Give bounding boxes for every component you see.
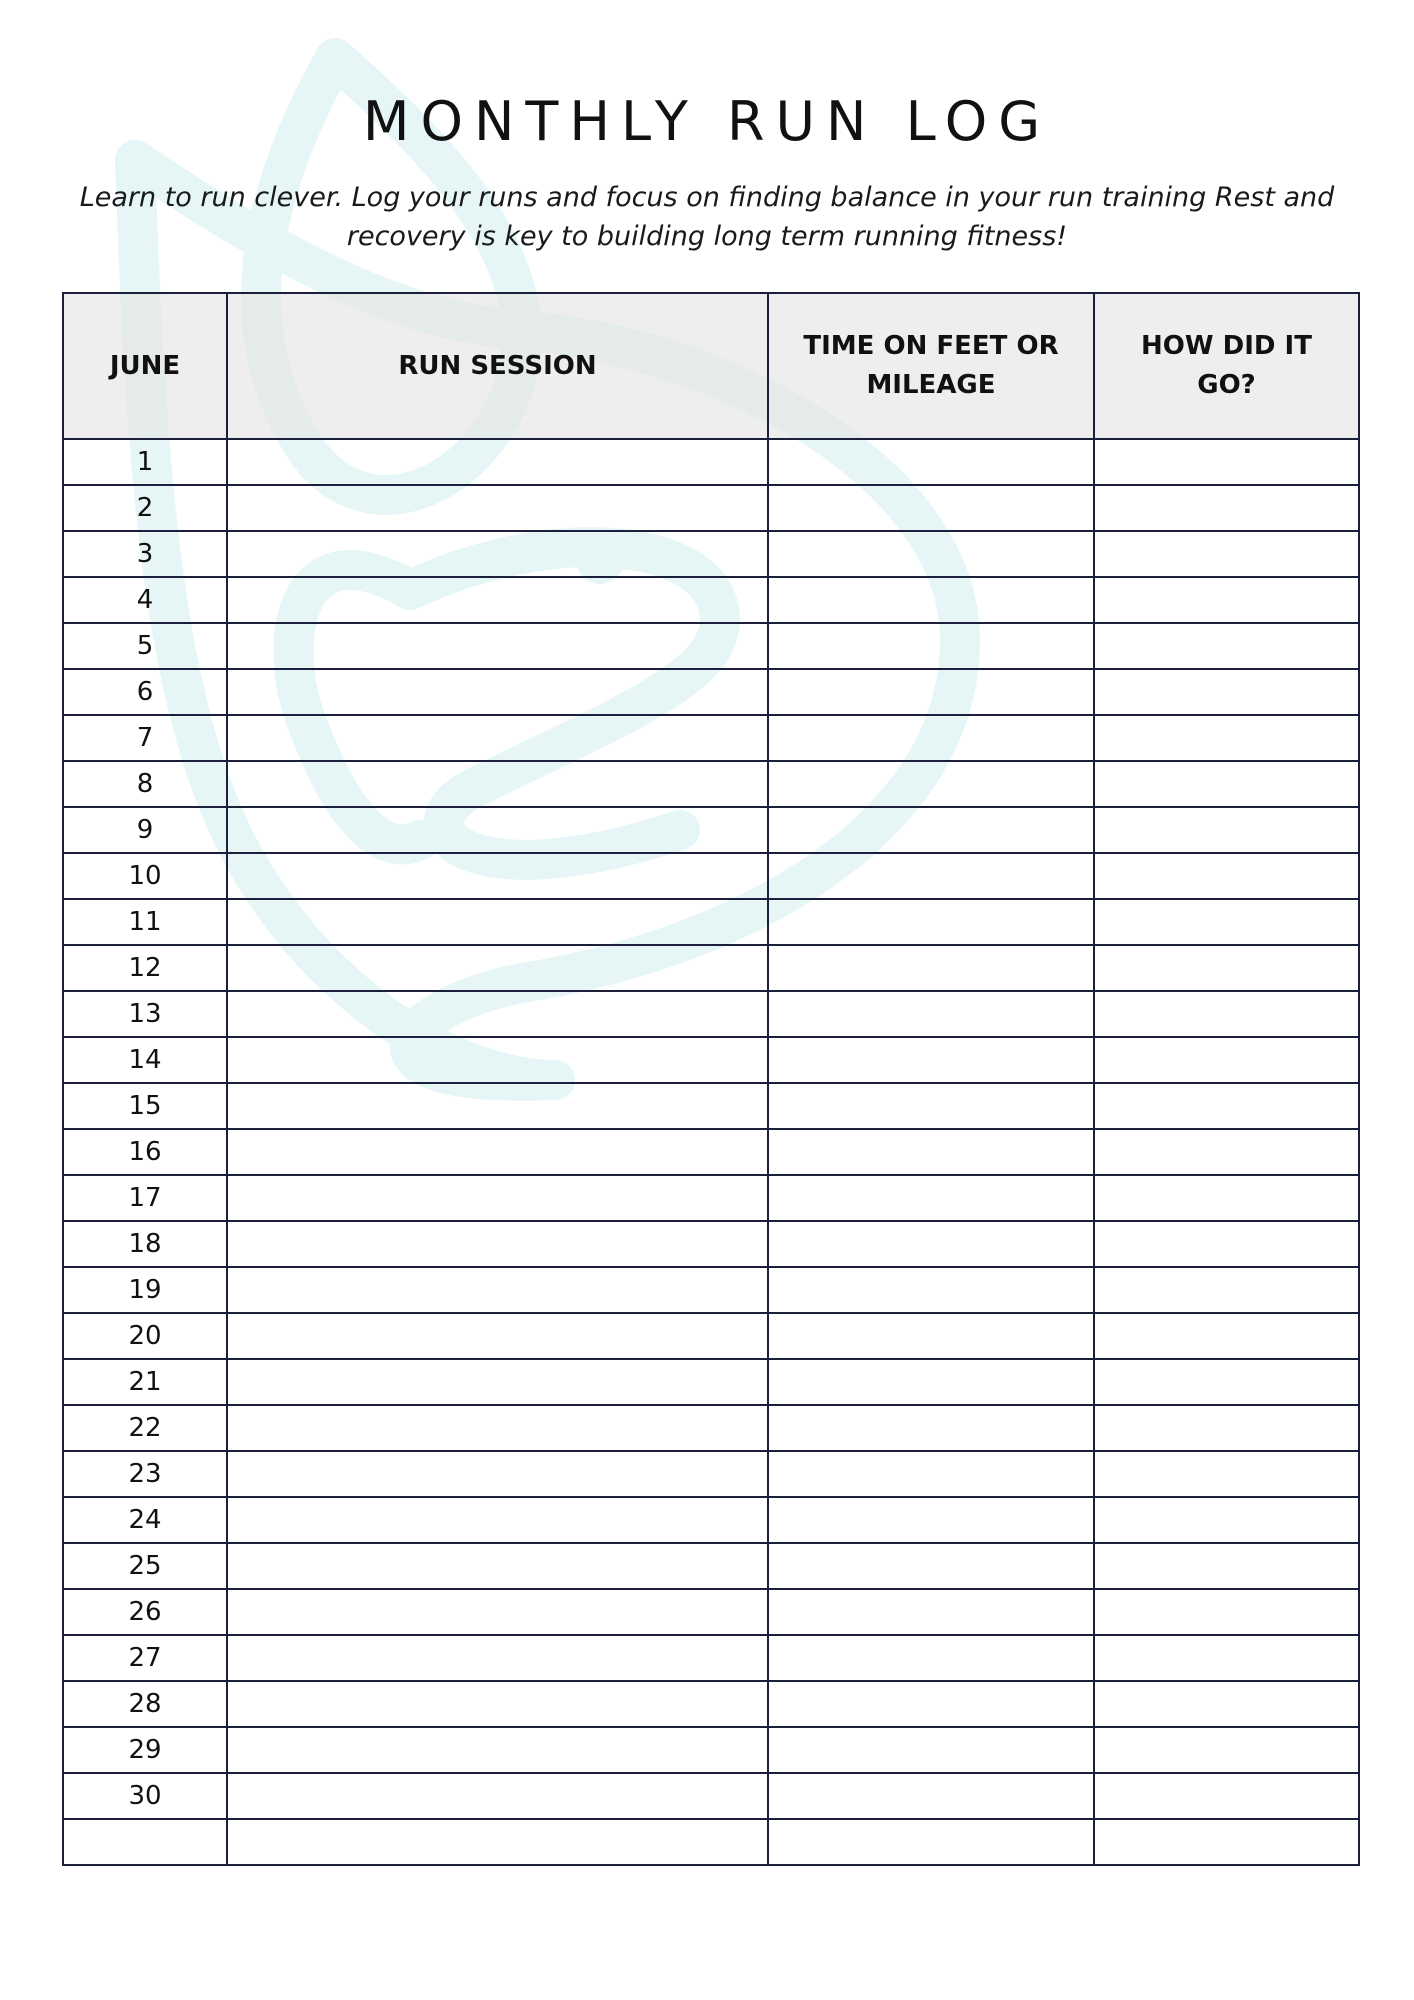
day-cell: 1 xyxy=(63,439,227,485)
day-cell xyxy=(63,1819,227,1865)
time-mileage-cell[interactable] xyxy=(768,1313,1094,1359)
day-cell: 13 xyxy=(63,991,227,1037)
table-header-row xyxy=(63,293,1359,439)
how-did-it-go-cell[interactable] xyxy=(1094,623,1359,669)
time-mileage-cell[interactable] xyxy=(768,1589,1094,1635)
time-mileage-cell[interactable] xyxy=(768,1681,1094,1727)
day-cell: 2 xyxy=(63,485,227,531)
table-row xyxy=(63,853,1359,899)
how-did-it-go-cell[interactable] xyxy=(1094,669,1359,715)
run-session-cell[interactable] xyxy=(227,945,768,991)
table-row xyxy=(63,1221,1359,1267)
how-did-it-go-cell[interactable] xyxy=(1094,1635,1359,1681)
time-mileage-cell[interactable] xyxy=(768,1175,1094,1221)
run-session-cell[interactable] xyxy=(227,1405,768,1451)
time-mileage-cell[interactable] xyxy=(768,945,1094,991)
run-session-cell[interactable] xyxy=(227,1681,768,1727)
table-row xyxy=(63,1359,1359,1405)
run-log-table xyxy=(62,292,1360,1866)
run-session-cell[interactable] xyxy=(227,1819,768,1865)
table-row xyxy=(63,1819,1359,1865)
run-session-cell[interactable] xyxy=(227,439,768,485)
how-did-it-go-cell[interactable] xyxy=(1094,807,1359,853)
table-row xyxy=(63,761,1359,807)
time-mileage-cell[interactable] xyxy=(768,531,1094,577)
run-session-cell[interactable] xyxy=(227,1129,768,1175)
run-session-cell[interactable] xyxy=(227,531,768,577)
day-cell: 30 xyxy=(63,1773,227,1819)
time-mileage-cell[interactable] xyxy=(768,807,1094,853)
page-title: MONTHLY RUN LOG xyxy=(362,90,1052,153)
time-mileage-cell[interactable] xyxy=(768,1819,1094,1865)
day-cell: 8 xyxy=(63,761,227,807)
table-row xyxy=(63,1129,1359,1175)
table-row xyxy=(63,1037,1359,1083)
table-row xyxy=(63,1451,1359,1497)
run-session-cell[interactable] xyxy=(227,853,768,899)
table-row xyxy=(63,1589,1359,1635)
how-did-it-go-cell[interactable] xyxy=(1094,1083,1359,1129)
table-row xyxy=(63,1681,1359,1727)
run-session-cell[interactable] xyxy=(227,1635,768,1681)
table-row xyxy=(63,531,1359,577)
how-did-it-go-cell[interactable] xyxy=(1094,1727,1359,1773)
day-cell: 22 xyxy=(63,1405,227,1451)
table-row xyxy=(63,485,1359,531)
time-mileage-cell[interactable] xyxy=(768,761,1094,807)
table-row xyxy=(63,899,1359,945)
how-did-it-go-cell[interactable] xyxy=(1094,899,1359,945)
run-session-cell[interactable] xyxy=(227,1773,768,1819)
how-did-it-go-cell[interactable] xyxy=(1094,991,1359,1037)
how-did-it-go-cell[interactable] xyxy=(1094,577,1359,623)
time-mileage-cell[interactable] xyxy=(768,853,1094,899)
how-did-it-go-cell[interactable] xyxy=(1094,1773,1359,1819)
time-mileage-cell[interactable] xyxy=(768,1405,1094,1451)
run-session-cell[interactable] xyxy=(227,1083,768,1129)
day-cell: 14 xyxy=(63,1037,227,1083)
how-did-it-go-cell[interactable] xyxy=(1094,945,1359,991)
how-did-it-go-cell[interactable] xyxy=(1094,1405,1359,1451)
time-mileage-cell[interactable] xyxy=(768,1635,1094,1681)
table-row xyxy=(63,715,1359,761)
run-session-cell[interactable] xyxy=(227,899,768,945)
how-did-it-go-cell[interactable] xyxy=(1094,761,1359,807)
time-mileage-cell[interactable] xyxy=(768,1543,1094,1589)
time-mileage-cell[interactable] xyxy=(768,1083,1094,1129)
table-row xyxy=(63,807,1359,853)
time-mileage-cell[interactable] xyxy=(768,1129,1094,1175)
how-did-it-go-cell[interactable] xyxy=(1094,1037,1359,1083)
table-row xyxy=(63,991,1359,1037)
run-session-cell[interactable] xyxy=(227,1267,768,1313)
page-subtitle: Learn to run clever. Log your runs and focus on finding balance in your run training Rest and recovery is key to building long term running fitness! xyxy=(79,182,1335,252)
how-did-it-go-cell[interactable] xyxy=(1094,1313,1359,1359)
header-time-on-feet: TIME ON FEET OR MILEAGE xyxy=(768,293,1094,439)
run-session-cell[interactable] xyxy=(227,1037,768,1083)
how-did-it-go-cell[interactable] xyxy=(1094,853,1359,899)
table-row xyxy=(63,1497,1359,1543)
time-mileage-cell[interactable] xyxy=(768,1037,1094,1083)
table-body xyxy=(63,439,1359,1865)
run-session-cell[interactable] xyxy=(227,1313,768,1359)
table-row xyxy=(63,623,1359,669)
day-cell: 4 xyxy=(63,577,227,623)
how-did-it-go-cell[interactable] xyxy=(1094,1221,1359,1267)
time-mileage-cell[interactable] xyxy=(768,1221,1094,1267)
how-did-it-go-cell[interactable] xyxy=(1094,439,1359,485)
day-cell: 20 xyxy=(63,1313,227,1359)
table-row xyxy=(63,1175,1359,1221)
day-cell: 7 xyxy=(63,715,227,761)
day-cell: 15 xyxy=(63,1083,227,1129)
run-session-cell[interactable] xyxy=(227,807,768,853)
run-session-cell[interactable] xyxy=(227,1451,768,1497)
header-how-did-it-go: HOW DID IT GO? xyxy=(1094,293,1359,439)
how-did-it-go-cell[interactable] xyxy=(1094,485,1359,531)
table-row xyxy=(63,1313,1359,1359)
time-mileage-cell[interactable] xyxy=(768,899,1094,945)
time-mileage-cell[interactable] xyxy=(768,1727,1094,1773)
day-cell: 27 xyxy=(63,1635,227,1681)
time-mileage-cell[interactable] xyxy=(768,669,1094,715)
time-mileage-cell[interactable] xyxy=(768,1773,1094,1819)
table-row xyxy=(63,1083,1359,1129)
how-did-it-go-cell[interactable] xyxy=(1094,1359,1359,1405)
how-did-it-go-cell[interactable] xyxy=(1094,1543,1359,1589)
how-did-it-go-cell[interactable] xyxy=(1094,1497,1359,1543)
how-did-it-go-cell[interactable] xyxy=(1094,1681,1359,1727)
day-cell: 17 xyxy=(63,1175,227,1221)
time-mileage-cell[interactable] xyxy=(768,991,1094,1037)
run-session-cell[interactable] xyxy=(227,715,768,761)
time-mileage-cell[interactable] xyxy=(768,715,1094,761)
run-session-cell[interactable] xyxy=(227,1727,768,1773)
table-row xyxy=(63,1267,1359,1313)
table-row xyxy=(63,577,1359,623)
time-mileage-cell[interactable] xyxy=(768,1359,1094,1405)
table-row xyxy=(63,439,1359,485)
run-session-cell[interactable] xyxy=(227,669,768,715)
time-mileage-cell[interactable] xyxy=(768,485,1094,531)
time-mileage-cell[interactable] xyxy=(768,577,1094,623)
day-cell: 23 xyxy=(63,1451,227,1497)
day-cell: 6 xyxy=(63,669,227,715)
run-session-cell[interactable] xyxy=(227,623,768,669)
how-did-it-go-cell[interactable] xyxy=(1094,1267,1359,1313)
table-row xyxy=(63,1773,1359,1819)
run-session-cell[interactable] xyxy=(227,1497,768,1543)
table-row xyxy=(63,945,1359,991)
day-cell: 18 xyxy=(63,1221,227,1267)
day-cell: 19 xyxy=(63,1267,227,1313)
table-row xyxy=(63,1405,1359,1451)
table-row xyxy=(63,1635,1359,1681)
run-session-cell[interactable] xyxy=(227,991,768,1037)
run-session-cell[interactable] xyxy=(227,1589,768,1635)
table-row xyxy=(63,1727,1359,1773)
run-session-cell[interactable] xyxy=(227,1359,768,1405)
day-cell: 3 xyxy=(63,531,227,577)
day-cell: 9 xyxy=(63,807,227,853)
day-cell: 26 xyxy=(63,1589,227,1635)
run-session-cell[interactable] xyxy=(227,577,768,623)
day-cell: 24 xyxy=(63,1497,227,1543)
header-june: JUNE xyxy=(63,293,227,439)
day-cell: 12 xyxy=(63,945,227,991)
time-mileage-cell[interactable] xyxy=(768,1497,1094,1543)
time-mileage-cell[interactable] xyxy=(768,1267,1094,1313)
day-cell: 29 xyxy=(63,1727,227,1773)
run-session-cell[interactable] xyxy=(227,1221,768,1267)
run-session-cell[interactable] xyxy=(227,761,768,807)
day-cell: 28 xyxy=(63,1681,227,1727)
how-did-it-go-cell[interactable] xyxy=(1094,531,1359,577)
table-row xyxy=(63,669,1359,715)
day-cell: 21 xyxy=(63,1359,227,1405)
time-mileage-cell[interactable] xyxy=(768,1451,1094,1497)
header-run-session: RUN SESSION xyxy=(227,293,768,439)
how-did-it-go-cell[interactable] xyxy=(1094,1589,1359,1635)
how-did-it-go-cell[interactable] xyxy=(1094,1175,1359,1221)
how-did-it-go-cell[interactable] xyxy=(1094,715,1359,761)
run-session-cell[interactable] xyxy=(227,1175,768,1221)
how-did-it-go-cell[interactable] xyxy=(1094,1451,1359,1497)
table-row xyxy=(63,1543,1359,1589)
how-did-it-go-cell[interactable] xyxy=(1094,1819,1359,1865)
run-session-cell[interactable] xyxy=(227,1543,768,1589)
day-cell: 5 xyxy=(63,623,227,669)
day-cell: 25 xyxy=(63,1543,227,1589)
how-did-it-go-cell[interactable] xyxy=(1094,1129,1359,1175)
day-cell: 10 xyxy=(63,853,227,899)
time-mileage-cell[interactable] xyxy=(768,623,1094,669)
day-cell: 16 xyxy=(63,1129,227,1175)
day-cell: 11 xyxy=(63,899,227,945)
run-session-cell[interactable] xyxy=(227,485,768,531)
time-mileage-cell[interactable] xyxy=(768,439,1094,485)
